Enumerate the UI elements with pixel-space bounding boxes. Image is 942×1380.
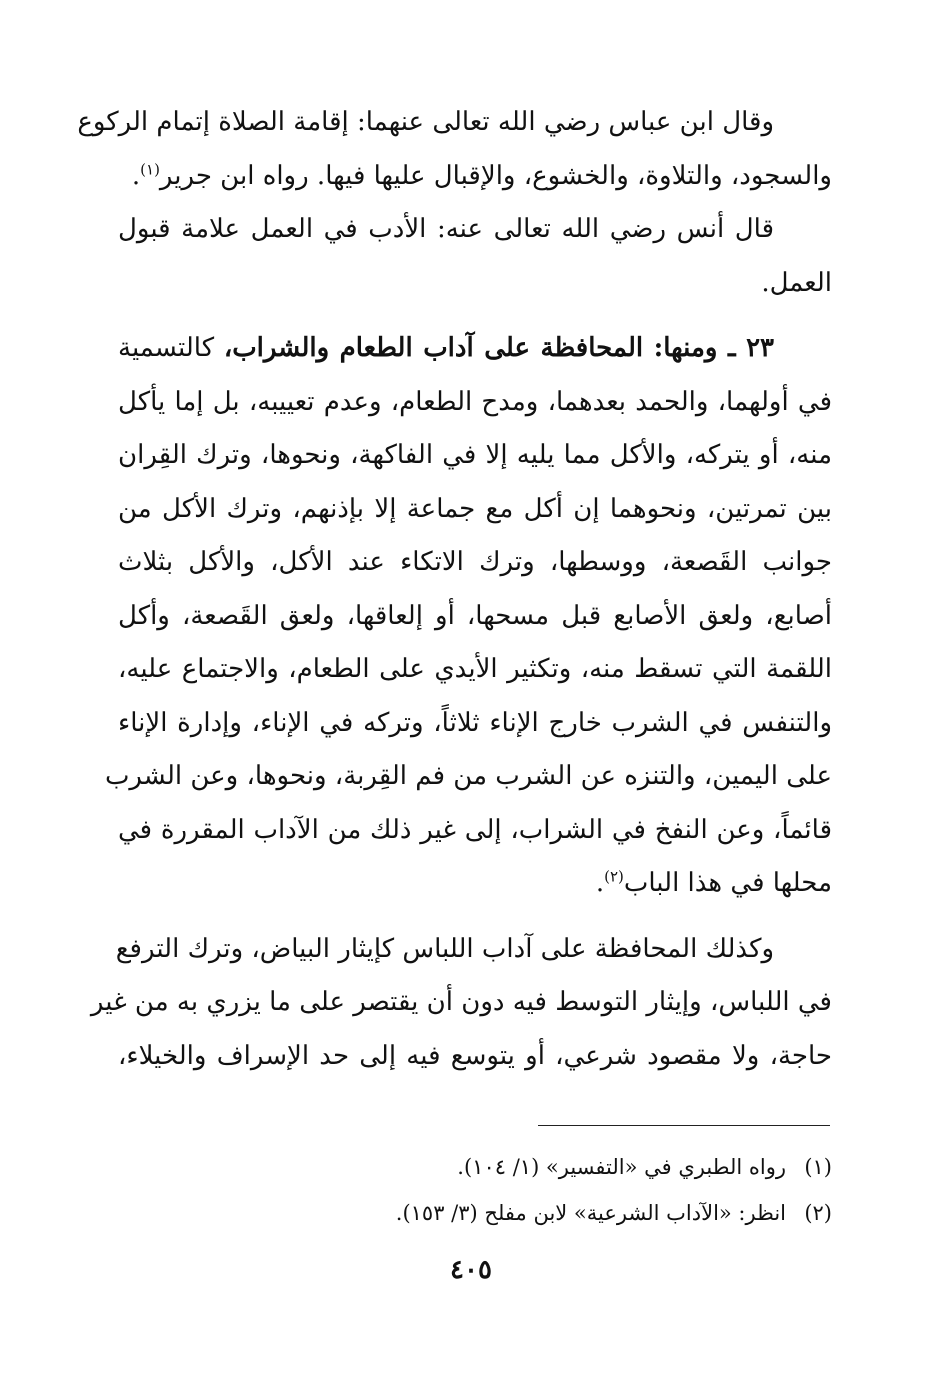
text-line: قال أنس رضي الله تعالى عنه: الأدب في العمل علامة قبول: [118, 214, 774, 244]
page-number: ٤٠٥: [450, 1255, 492, 1285]
text-line: على اليمين، والتنزه عن الشرب من فم القِربة، ونحوها، وعن الشرب: [104, 761, 832, 791]
footnote-text: انظر: «الآداب الشرعية» لابن مفلح (٣/ ١٥٣).: [395, 1201, 786, 1225]
line-end-period: .: [595, 868, 605, 898]
text-line: وكذلك المحافظة على آداب اللباس كإيثار البياض، وترك الترفع: [115, 933, 774, 964]
text-line: في أولهما، والحمد بعدهما، ومدح الطعام، وعدم تعييبه، بل إما يأكل: [118, 386, 832, 417]
footnote-number: (١): [804, 1155, 832, 1179]
text-line: قائماً، وعن النفخ في الشراب، إلى غير ذلك من الآداب المقررة في: [118, 814, 832, 845]
footnote-1: [232, 1144, 832, 1190]
text-line: بين تمرتين، ونحوهما إن أكل مع جماعة إلا بإذنهم، وترك الأكل من: [118, 493, 832, 524]
text-line: اللقمة التي تسقط منه، وتكثير الأيدي على الطعام، والاجتماع عليه،: [118, 654, 832, 684]
text-line: [118, 322, 832, 376]
text-line: [118, 150, 832, 204]
text-line-content: كالتسمية: [118, 333, 215, 363]
footnote-2: [232, 1190, 832, 1236]
text-line: منه، أو يتركه، والأكل مما يليه إلا في الفاكهة، ونحوها، وترك القِران: [118, 440, 832, 470]
paragraph-gap: [118, 310, 832, 322]
footnote-ref-1: (١): [140, 159, 160, 178]
footnote-number: (٢): [804, 1201, 832, 1225]
text-line: في اللباس، وإيثار التوسط فيه دون أن يقتصر على ما يزري به من غير: [90, 987, 832, 1017]
text-line: والتنفس في الشرب خارج الإناء ثلاثاً، وتركه في الإناء، وإدارة الإناء: [118, 707, 832, 738]
text-line: [118, 857, 832, 911]
text-line: حاجة، ولا مقصود شرعي، أو يتوسع فيه إلى حد الإسراف والخيلاء،: [118, 1040, 832, 1071]
text-line-content: والسجود، والتلاوة، والخشوع، والإقبال عليها فيها. رواه ابن جرير: [159, 160, 832, 191]
footnote-text: رواه الطبري في «التفسير» (١/ ١٠٤).: [457, 1155, 786, 1179]
section-heading: ٢٣ ـ ومنها: المحافظة على آداب الطعام والشراب،: [223, 333, 775, 363]
text-line-content: محلها في هذا الباب: [623, 868, 832, 898]
text-line: وقال ابن عباس رضي الله تعالى عنهما: إقامة الصلاة إتمام الركوع: [77, 107, 774, 137]
page-body: [77, 96, 832, 1083]
text-line: أصابع، ولعق الأصابع قبل مسحها، أو إلعاقها، ولعق القَصعة، وأكل: [118, 600, 832, 631]
footnote-ref-2: (٢): [604, 867, 624, 886]
footnotes: [232, 1144, 832, 1236]
line-end-period: .: [131, 160, 141, 191]
text-line: جوانب القَصعة، ووسطها، وترك الاتكاء عند الأكل، والأكل بثلاث: [118, 547, 832, 577]
paragraph-gap: [118, 911, 832, 923]
footnote-separator: [538, 1125, 830, 1126]
text-line: العمل.: [761, 267, 832, 298]
